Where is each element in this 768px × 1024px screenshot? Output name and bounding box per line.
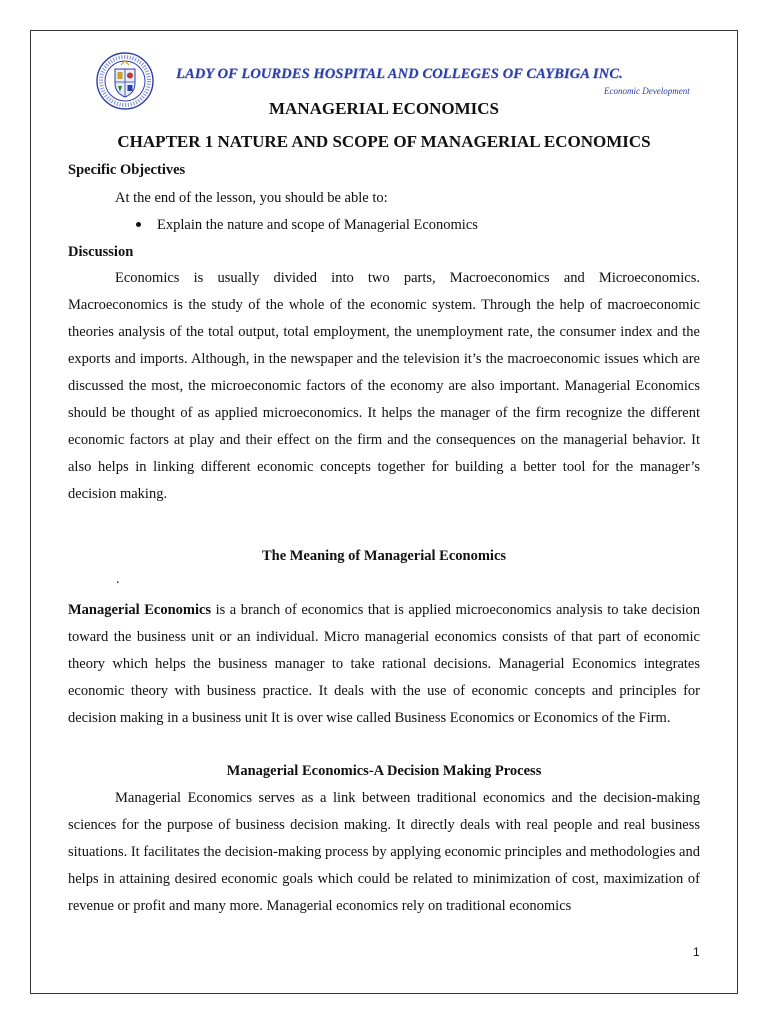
meaning-text: is a branch of economics that is applied microeconomics analysis to take decision toward the business unit or an individual. Micro managerial economics consists of that part of economic theory which helps the business manager to take rational decisions. Managerial Economics integrates economic theory with business practice. It deals with the use of economic concepts and principles for decision making in a business unit It is over wise called Business Economics or Economics of the Firm. bbox=[68, 602, 700, 726]
stray-mark: . bbox=[116, 572, 120, 587]
discussion-paragraph: Economics is usually divided into two parts, Macroeconomics and Microeconomics. Macroeconomics is the study of the whole of the economic system. Through the help of macroeconomic theories analysis of the total output, total employment, the unemployment rate, the consumer index and the exports and imports. Although, in the newspaper and the television it’s the macroeconomic issues which are discussed the most, the microeconomic factors of the economy are also important. Managerial Economics should be thought of as applied microeconomics. It helps the manager of the firm recognize the different economic factors at play and their effect on the firm and the consequences on the managerial behavior. It also helps in linking different economic concepts together for building a better tool for the manager’s decision making. bbox=[68, 270, 700, 502]
discussion-heading: Discussion bbox=[68, 244, 134, 260]
page-number: 1 bbox=[693, 945, 700, 959]
process-paragraph: Managerial Economics serves as a link between traditional economics and the decision-making sciences for the purpose of business decision making. It directly deals with real people and real business situations. It facilitates the decision-making process by applying economic principles and methodologies and helps in attaining desired economic goals which could be related to minimization of cost, maximization of revenue or profit and many more. Managerial economics rely on traditional economics bbox=[68, 790, 700, 914]
bullet-icon bbox=[136, 222, 141, 227]
document-title: MANAGERIAL ECONOMICS bbox=[269, 99, 499, 118]
chapter-title: CHAPTER 1 NATURE AND SCOPE OF MANAGERIAL ECONOMICS bbox=[117, 132, 651, 151]
process-body bbox=[68, 785, 700, 920]
institution-name: LADY OF LOURDES HOSPITAL AND COLLEGES OF CAYBIGA INC. bbox=[176, 66, 623, 82]
objective-text: Explain the nature and scope of Managerial Economics bbox=[157, 217, 478, 233]
objectives-intro: At the end of the lesson, you should be able to: bbox=[115, 190, 388, 206]
discussion-body bbox=[68, 265, 700, 508]
objectives-heading: Specific Objectives bbox=[68, 162, 186, 178]
meaning-term: Managerial Economics bbox=[68, 602, 212, 618]
header-subtitle: Economic Development bbox=[604, 86, 690, 96]
meaning-heading: The Meaning of Managerial Economics bbox=[261, 548, 507, 564]
meaning-paragraph bbox=[68, 597, 700, 732]
meaning-body bbox=[68, 597, 700, 732]
objective-list-item bbox=[136, 217, 478, 234]
process-heading: Managerial Economics-A Decision Making Process bbox=[226, 763, 542, 779]
